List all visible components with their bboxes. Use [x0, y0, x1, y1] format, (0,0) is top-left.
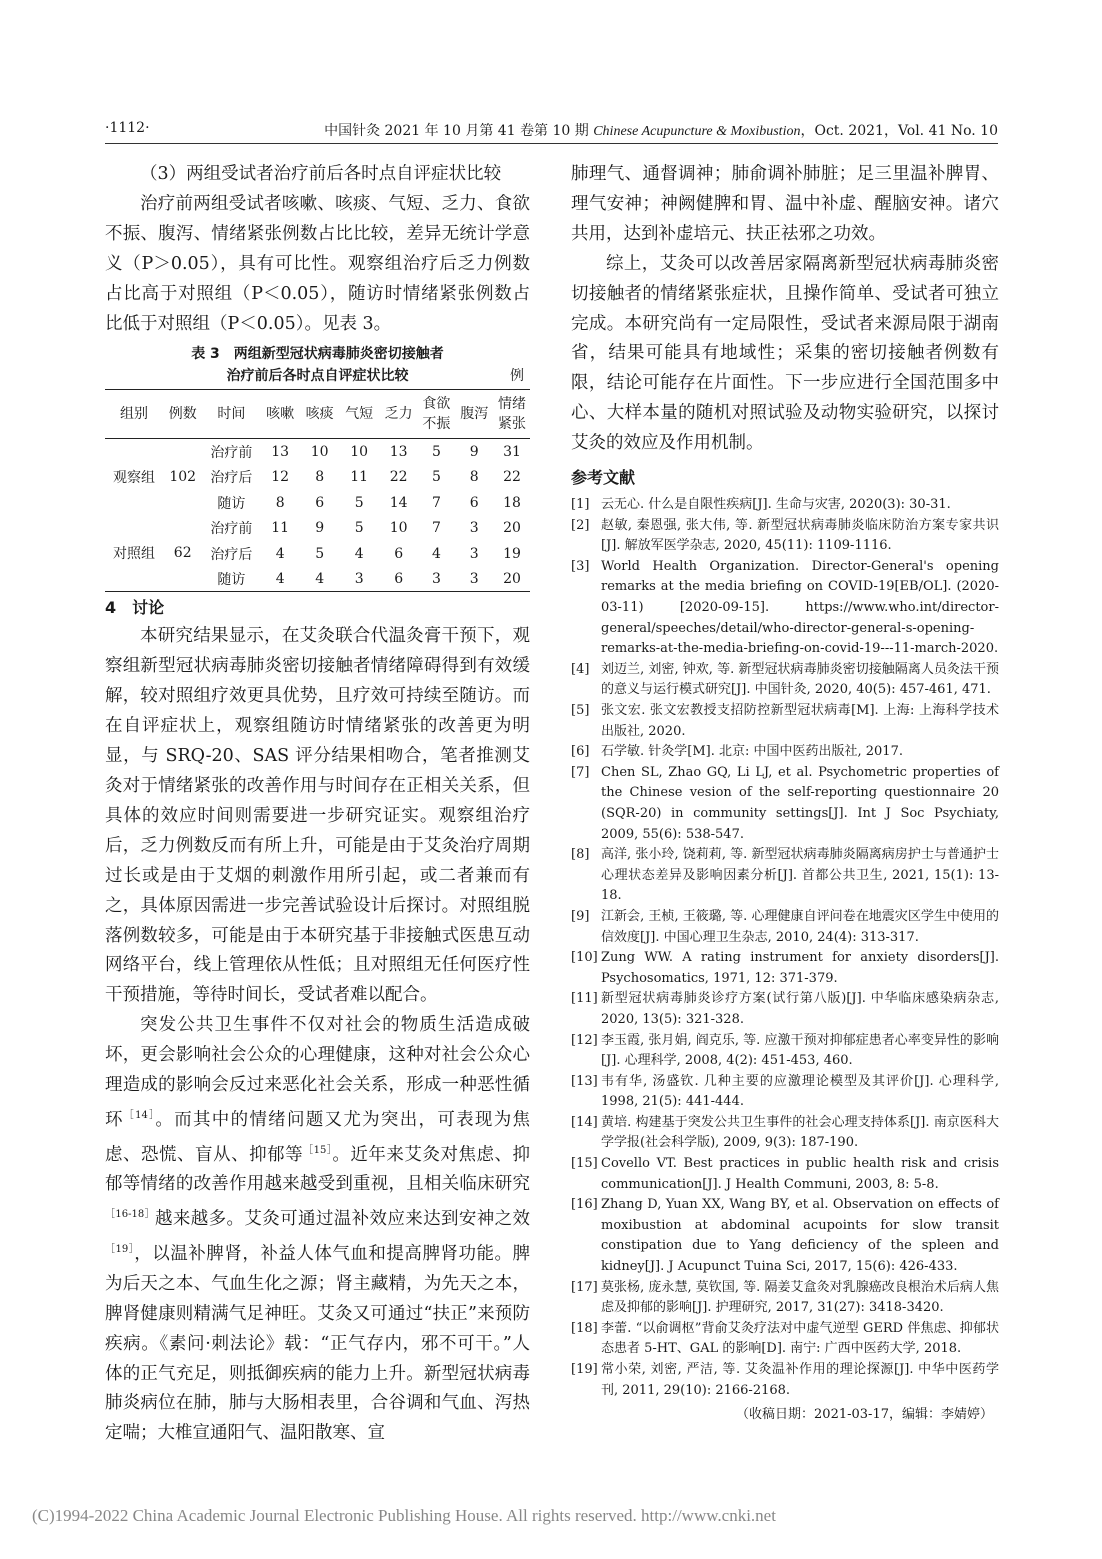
citation: ［14］ — [123, 1109, 156, 1121]
section-title: 4 讨论 — [105, 598, 165, 618]
table-cell: 9 — [315, 520, 325, 537]
table-header-cell: 咳痰 — [305, 406, 334, 423]
table-cell: 3 — [431, 570, 441, 587]
table-cell: 9 — [469, 443, 479, 460]
table-cell: 4 — [315, 570, 325, 587]
table-cell: 3 — [469, 545, 479, 562]
journal-running-title — [324, 120, 998, 140]
reference-item — [571, 1195, 999, 1277]
page-number: ·1112· — [105, 120, 150, 136]
table-cell: 3 — [469, 570, 479, 587]
copyright-footer: (C)1994-2022 China Academic Journal Electronic Publishing House. All rights reserved. http://www.cnki.net — [32, 1506, 776, 1525]
reference-number: [1] — [571, 497, 590, 513]
reference-number: [6] — [571, 744, 590, 760]
results-paragraph: 治疗前两组受试者咳嗽、咳痰、气短、乏力、食欲不振、腹泻、情绪紧张例数占比比较，差异无统计学意义（P＞0.05），具有可比性。观察组治疗后乏力例数占比高于对照组（P＜0.05），随访时情绪紧张例数占比低于对照组（P＜0.05）。见表 3。 — [105, 193, 530, 334]
table-header-cell: 乏力 — [384, 406, 413, 423]
table-header-cell: 咳嗽 — [266, 406, 295, 423]
reference-number: [15] — [571, 1156, 598, 1172]
reference-number: [2] — [571, 517, 590, 533]
reference-text: 刘迈兰, 刘密, 钟欢, 等. 新型冠状病毒肺炎密切接触隔离人员灸法干预的意义与运行模式研究[J]. 中国针灸, 2020, 40(5): 457-461, 471. — [601, 661, 999, 698]
page-header — [105, 118, 998, 144]
discussion-paragraph-2 — [105, 1011, 530, 1449]
reference-text: 黄培. 构建基于突发公共卫生事件的社会心理支持体系[J]. 南京医科大学学报(社会科学版), 2009, 9(3): 187-190. — [601, 1114, 999, 1151]
table-cell: 6 — [469, 494, 479, 511]
table-cell: 3 — [354, 570, 364, 587]
text-span: 越来越多。艾灸可通过温补效应来达到安神之效 — [154, 1209, 531, 1230]
reference-text: 云无心. 什么是自限性疾病[J]. 生命与灾害, 2020(3): 30-31. — [601, 497, 951, 513]
reference-text: 李玉霞, 张月娟, 阎克乐, 等. 应激干预对抑郁症患者心率变异性的影响[J]. 心理科学, 2008, 4(2): 451-453, 460. — [601, 1032, 999, 1069]
table-cell: 10 — [350, 443, 369, 460]
references-title: 参考文献 — [571, 468, 636, 488]
table-cell: 随访 — [217, 571, 246, 588]
journal-cn: 中国针灸 2021 年 10 月第 41 卷第 10 期 — [324, 123, 589, 139]
table-cell: 4 — [275, 545, 285, 562]
reference-text: 莫张杨, 庞永慧, 莫钦国, 等. 隔姜艾盒灸对乳腺癌改良根治术后病人焦虑及抑郁的影响[J]. 护理研究, 2017, 31(27): 3418-3420. — [601, 1279, 999, 1316]
table-cell: 4 — [275, 570, 285, 587]
table-cell: 5 — [354, 520, 364, 537]
reference-item — [571, 948, 999, 989]
table-cell: 随访 — [217, 495, 246, 512]
reference-item — [571, 1154, 999, 1195]
reference-number: [3] — [571, 558, 590, 574]
reference-item — [571, 660, 999, 701]
reference-item — [571, 495, 999, 516]
table-cell: 8 — [469, 469, 479, 486]
journal-issue: ，Oct. 2021，Vol. 41 No. 10 — [800, 123, 998, 139]
reference-item — [571, 557, 999, 660]
text-span: ，以温补脾肾，补益人体气血和提高脾肾功能。脾为后天之本、气血生化之源；肾主藏精，为先天之本，脾肾健康则精满气足神旺。艾灸又可通过“扶正”来预防疾病。《素问·刺法论》载：“正气存内，邪不可干。”人体的正气充足，则抵御疾病的能力上升。新型冠状病毒肺炎病位在肺，肺与大肠相表里，合谷调和气血、泻热定喘；大椎宣通阳气、温阳散寒、宣 — [105, 1243, 530, 1444]
table-cell: 8 — [315, 469, 325, 486]
reference-text: 常小荣, 刘密, 严洁, 等. 艾灸温补作用的理论探源[J]. 中华中医药学刊, 2011, 29(10): 2166-2168. — [601, 1362, 999, 1398]
reference-number: [17] — [571, 1279, 598, 1295]
reference-text: World Health Organization. Director-General's opening remarks at the media briefing on COVID-19[EB/OL]. (2020-03-11) [2020-09-15]. https://www.who.int/director-general/speeches/detail/who-director-general-s-opening-remarks-at-the-media-briefing-on-covid-19---11-march-2020. — [601, 558, 999, 657]
reference-text: 张文宏. 张文宏教授支招防控新型冠状病毒[M]. 上海: 上海科学技术出版社, 2020. — [601, 703, 999, 739]
reference-text: Zung WW. A rating instrument for anxiety disorders[J]. Psychosomatics, 1971, 12: 371-379. — [601, 950, 999, 986]
table-unit: 例 — [510, 368, 524, 385]
reference-number: [13] — [571, 1073, 598, 1089]
table-header-cell: 情绪紧张 — [498, 396, 526, 433]
table-header-cell: 腹泻 — [460, 406, 489, 423]
reference-item — [571, 1113, 999, 1154]
table-cell: 19 — [503, 545, 521, 562]
reference-number: [18] — [571, 1320, 598, 1336]
symptom-table — [105, 389, 530, 592]
reference-item — [571, 763, 999, 845]
reference-item — [571, 1278, 999, 1319]
table-cell: 13 — [389, 443, 408, 460]
table-cell: 治疗前 — [210, 521, 253, 538]
table-cell: 治疗后 — [210, 470, 253, 487]
table-cell: 22 — [503, 469, 521, 486]
citation: ［19］ — [105, 1244, 135, 1256]
citation: ［16-18］ — [105, 1209, 155, 1221]
table-row — [105, 515, 530, 541]
table-cell: 20 — [503, 520, 521, 537]
table-cell: 3 — [469, 520, 479, 537]
table-cell: 7 — [431, 494, 441, 511]
reference-number: [19] — [571, 1362, 598, 1377]
table-caption-line1: 表 3 两组新型冠状病毒肺炎密切接触者 — [191, 346, 444, 363]
subsection-title: （3）两组受试者治疗前后各时点自评症状比较 — [140, 164, 502, 184]
reference-text: 韦有华, 汤盛钦. 几种主要的应激理论模型及其评价[J]. 心理科学, 1998, 21(5): 441-444. — [601, 1073, 999, 1110]
table-row — [105, 439, 530, 465]
table-header-cell: 时间 — [217, 406, 246, 423]
reference-text: 新型冠状病毒肺炎诊疗方案(试行第八版)[J]. 中华临床感染病杂志, 2020, 13(5): 321-328. — [601, 991, 999, 1027]
table-cell: 6 — [315, 494, 325, 511]
table-cell: 4 — [354, 545, 364, 562]
discussion-paragraph-1: 本研究结果显示，在艾灸联合代温灸膏干预下，观察组新型冠状病毒肺炎密切接触者情绪障碍得到有效缓解，较对照组疗效更具优势，且疗效可持续至随访。而在自评症状上，观察组随访时情绪紧张的改善更为明显，与 SRQ-20、SAS 评分结果相吻合，笔者推测艾灸对于情绪紧张的改善作用与时间存在正相关关系，但具体的效应时间则需要进一步研究证实。观察组治疗后，乏力例数反而有所上升，可能是由于艾灸治疗周期过长或是由于艾烟的刺激作用所引起，或二者兼而有之，具体原因需进一步完善试验设计后探讨。对照组脱落例数较多，可能是由于本研究基于非接触式医患互动网络平台，线上管理依从性低；且对照组无任何医疗性干预措施，等待时间长，受试者难以配合。 — [105, 626, 530, 1006]
table-header-cell: 食欲不振 — [422, 396, 451, 433]
table-cell: 12 — [271, 469, 290, 486]
reference-item — [571, 1031, 999, 1072]
text-span: 。而其中的情绪问题又尤为突出，可表现为焦虑、恐慌、盲从、抑郁等 — [105, 1109, 530, 1165]
reference-text: Zhang D, Yuan XX, Wang BY, et al. Observation on effects of moxibustion at abdominal acupoints for slow transit constipation due to Yang deficiency of the spleen and kidney[J]. J Acupunct Tuina Sci, 2017, 15(6): 426-433. — [601, 1197, 999, 1275]
reference-text: 赵敏, 秦恩强, 张大伟, 等. 新型冠状病毒肺炎临床防治方案专家共识[J]. 解放军医学杂志, 2020, 45(11): 1109-1116. — [601, 517, 999, 554]
group-cell: 观察组 — [112, 470, 155, 487]
text-span: 突发公共卫生事件不仅对社会的物质生活造成破坏，更会影响社会公众的心理健康，这种对社会公众心理造成的影响会反过来恶化社会关系，形成一种恶性循环 — [105, 1015, 530, 1130]
table-header-cell: 气短 — [345, 406, 374, 423]
table-cell: 13 — [271, 443, 290, 460]
count-cell: 102 — [169, 469, 197, 486]
reference-text: Chen SL, Zhao GQ, Li LJ, et al. Psychometric properties of the Chinese vesion of the self-reporting questionnaire 20 (SQR-20) in community settings[J]. Int J Soc Psychiaty, 2009, 55(6): 538-547. — [601, 764, 999, 842]
table-cell: 5 — [431, 443, 441, 460]
table-cell: 11 — [350, 469, 369, 486]
count-cell: 62 — [173, 545, 192, 562]
group-cell: 对照组 — [112, 546, 155, 563]
citation: ［15］ — [303, 1144, 333, 1156]
summary-paragraph: 综上，艾灸可以改善居家隔离新型冠状病毒肺炎密切接触者的情绪紧张症状，且操作简单、受试者可独立完成。本研究尚有一定局限性，受试者来源局限于湖南省，结果可能具有地域性；采集的密切接触者例数有限，结论可能存在片面性。下一步应进行全国范围多中心、大样本量的随机对照试验及动物实验研究，以探讨艾灸的效应及作用机制。 — [571, 253, 999, 454]
table-cell: 10 — [310, 443, 329, 460]
reference-item — [571, 516, 999, 557]
table-cell: 22 — [389, 469, 408, 486]
reference-item — [571, 1319, 999, 1360]
table-cell: 14 — [389, 494, 408, 511]
table-cell: 治疗前 — [210, 444, 253, 461]
reference-text: 江新会, 王桢, 王筱璐, 等. 心理健康自评问卷在地震灾区学生中使用的信效度[J]. 中国心理卫生杂志, 2010, 24(4): 313-317. — [601, 908, 999, 945]
reference-item — [571, 845, 999, 907]
right-column — [571, 160, 999, 1425]
received-date: （收稿日期：2021-03-17，编辑：李婧婷） — [736, 1407, 993, 1423]
table-cell: 6 — [394, 545, 404, 562]
table-cell: 5 — [431, 469, 441, 486]
reference-item — [571, 1360, 999, 1401]
table-cell: 20 — [503, 570, 521, 587]
table-header-cell: 组别 — [119, 406, 148, 423]
table-caption-line2: 治疗前后各时点自评症状比较 — [226, 368, 409, 385]
reference-text: 高洋, 张小玲, 饶莉莉, 等. 新型冠状病毒肺炎隔离病房护士与普通护士心理状态差异及影响因素分析[J]. 首都公共卫生, 2021, 15(1): 13-18. — [601, 847, 999, 904]
reference-text: 石学敏. 针灸学[M]. 北京: 中国中医药出版社, 2017. — [601, 744, 903, 760]
continued-paragraph: 肺理气、通督调神；肺俞调补肺脏；足三里温补脾胃、理气安神；神阙健脾和胃、温中补虚、醒脑安神。诸穴共用，达到补虚培元、扶正祛邪之功效。 — [571, 164, 999, 244]
reference-item — [571, 742, 999, 763]
reference-list — [571, 495, 999, 1401]
table-cell: 11 — [271, 520, 290, 537]
table-header-row — [105, 390, 530, 439]
reference-item — [571, 701, 999, 742]
reference-text: 李蕾. “以俞调枢”背俞艾灸疗法对中虚气逆型 GERD 伴焦虑、抑郁状态患者 5-HT、GAL 的影响[D]. 南宁: 广西中医药大学, 2018. — [601, 1320, 999, 1357]
reference-text: Covello VT. Best practices in public health risk and crisis communication[J]. J Health Communi, 2003, 8: 5-8. — [601, 1156, 999, 1192]
table-cell: 治疗后 — [210, 546, 253, 563]
reference-number: [8] — [571, 847, 590, 863]
table-cell: 5 — [354, 494, 364, 511]
journal-en: Chinese Acupuncture & Moxibustion — [593, 124, 801, 139]
table-cell: 4 — [431, 545, 441, 562]
reference-item — [571, 1072, 999, 1113]
reference-number: [4] — [571, 661, 590, 677]
reference-number: [11] — [571, 991, 598, 1007]
reference-number: [16] — [571, 1197, 598, 1213]
table-cell: 8 — [275, 494, 285, 511]
text-span: 。近年来艾灸对焦虑、抑郁等情绪的改善作用越来越受到重视，且相关临床研究 — [105, 1144, 531, 1195]
table-cell: 6 — [394, 570, 404, 587]
reference-number: [10] — [571, 950, 598, 966]
reference-number: [9] — [571, 908, 590, 924]
reference-number: [12] — [571, 1032, 598, 1048]
left-column — [105, 160, 530, 1449]
table-cell: 31 — [503, 443, 521, 460]
table-cell: 7 — [431, 520, 441, 537]
reference-number: [5] — [571, 703, 590, 718]
table-header-cell: 例数 — [168, 406, 197, 423]
table-cell: 10 — [389, 520, 408, 537]
table-caption — [105, 343, 530, 387]
table-cell: 18 — [503, 494, 521, 511]
table-cell: 5 — [315, 545, 325, 562]
reference-number: [7] — [571, 764, 590, 780]
reference-item — [571, 989, 999, 1030]
reference-number: [14] — [571, 1114, 598, 1130]
reference-item — [571, 907, 999, 948]
table-body — [105, 439, 530, 592]
